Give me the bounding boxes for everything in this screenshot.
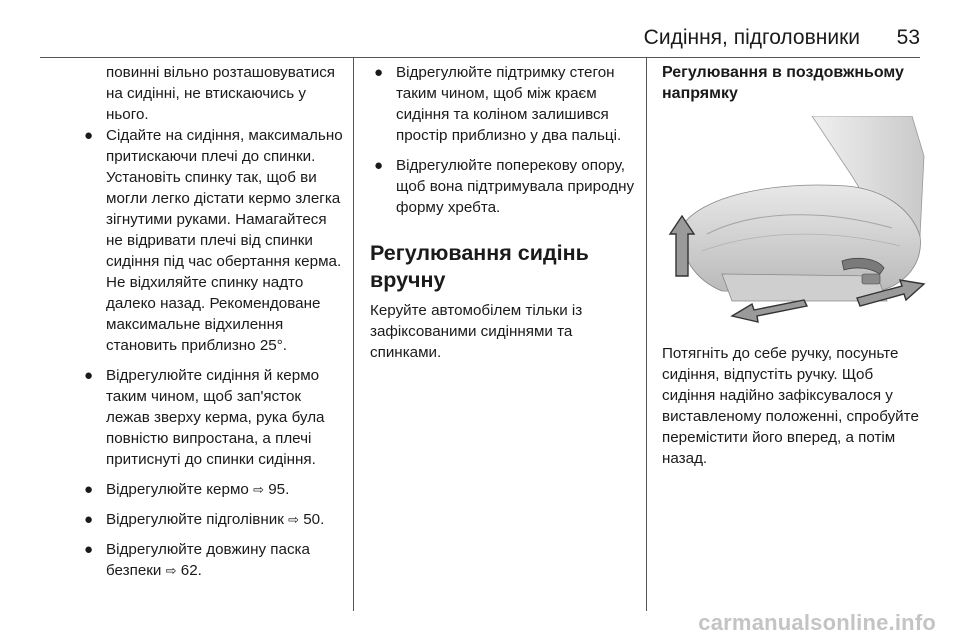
list-item	[80, 479, 345, 500]
section-paragraph: Керуйте автомобілем тільки із зафіксованими сидіннями та спинками.	[370, 302, 583, 361]
page-reference-icon: ⇨	[253, 482, 264, 497]
page-reference-link[interactable]: 62.	[180, 562, 202, 579]
seat-illustration-svg	[662, 116, 926, 331]
paragraph-continuation: повинні вільно розташовуватися на сидінні, не втискаючись у нього.	[106, 64, 336, 123]
list-item	[80, 539, 345, 581]
column-3	[662, 62, 928, 469]
page-reference-icon: ⇨	[165, 563, 177, 578]
page-reference-link[interactable]: 95.	[268, 481, 290, 498]
bullet-icon: ●	[84, 127, 94, 144]
watermark: carmanualsonline.info	[698, 610, 936, 635]
page-reference-icon: ⇨	[288, 512, 299, 527]
list-item-text: Відрегулюйте довжину паска безпеки	[106, 541, 310, 579]
page-title: Сидіння, підголовники	[643, 26, 860, 49]
bullet-icon: ●	[84, 541, 94, 558]
section-heading: Регулювання сидінь вручну	[370, 241, 589, 292]
column-2	[370, 62, 638, 363]
page-reference-link[interactable]: 50.	[303, 511, 325, 528]
list-item-text: Відрегулюйте сидіння й кермо таким чином, щоб зап'ясток лежав зверху керма, рука була повністю випростана, а плечі притиснуті до спинки сидіння.	[106, 367, 325, 468]
list-item-text: Відрегулюйте поперекову опору, щоб вона підтримувала природну форму хребта.	[396, 157, 635, 216]
list-item	[370, 62, 638, 146]
bullet-icon: ●	[84, 481, 94, 498]
bullet-icon: ●	[374, 157, 384, 174]
column-divider	[646, 58, 647, 611]
bullet-icon: ●	[84, 511, 94, 528]
bullet-icon: ●	[374, 64, 384, 81]
column-1	[80, 62, 345, 590]
subsection-heading: Регулювання в поздовжньому напрямку	[662, 64, 904, 102]
list-item-text: Сідайте на сидіння, максимально притискаючи плечі до спинки. Установіть спинку так, щоб ви могли легко дістати кермо злегка зігнутими руками. Намагайтеся не відривати плечі від спинки сидіння під час обертання керма. Не відхиляйте спинку надто далеко назад. Рекомендоване максимальне відхилення становить приблизно 25°.	[106, 127, 343, 354]
section-paragraph: Потягніть до себе ручку, посуньте сидіння, відпустіть ручку. Щоб сидіння надійно зафіксувалося у виставленому положенні, спробуйте перемістити його вперед, а потім назад.	[662, 345, 919, 467]
list-item-text: Відрегулюйте підтримку стегон таким чином, щоб між краєм сидіння та коліном залишився простір приблизно у два пальці.	[396, 64, 622, 144]
list-item-text: Відрегулюйте підголівник	[106, 511, 284, 528]
bullet-icon: ●	[84, 367, 94, 384]
list-item	[80, 509, 345, 530]
seat-adjustment-illustration	[662, 116, 926, 331]
list-item	[80, 365, 345, 470]
column-divider	[353, 58, 354, 611]
page-number: 53	[896, 26, 920, 49]
page-header	[40, 26, 920, 58]
list-item	[80, 125, 345, 356]
list-item-text: Відрегулюйте кермо	[106, 481, 249, 498]
list-item	[370, 155, 638, 218]
